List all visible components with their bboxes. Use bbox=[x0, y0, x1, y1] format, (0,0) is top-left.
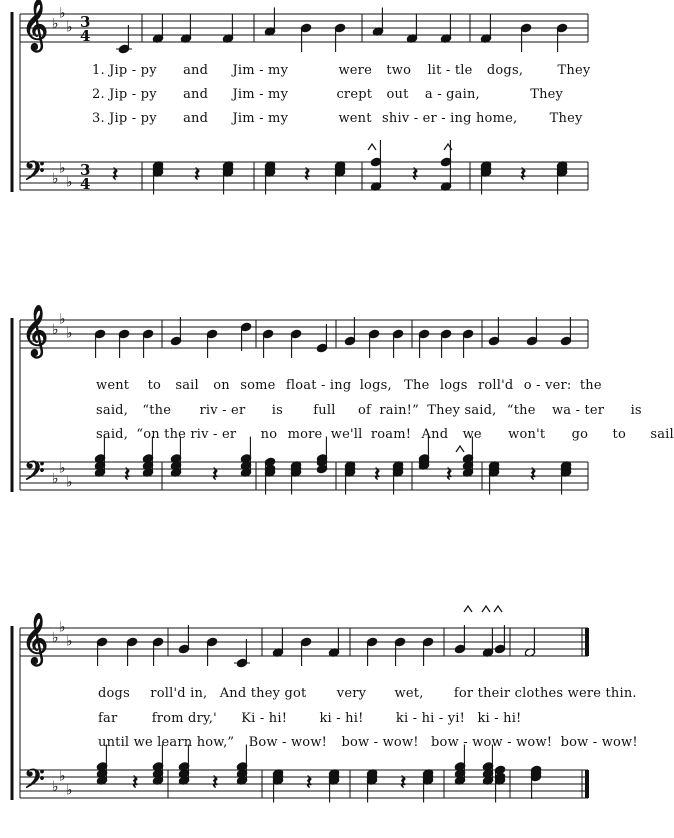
lyric-word: Bow - wow! bbox=[248, 735, 328, 750]
lyric-word: two bbox=[386, 63, 412, 78]
lyric-word: we'll bbox=[330, 427, 363, 442]
lyric-line-1-3 bbox=[92, 111, 583, 126]
flat-sign-icon: ♭ bbox=[59, 460, 66, 477]
lyric-word: of bbox=[357, 403, 371, 418]
lyric-word: roll'd in, bbox=[150, 686, 208, 701]
flat-sign-icon: ♭ bbox=[66, 474, 73, 491]
lyric-word: were bbox=[338, 63, 372, 78]
lyric-word: logs bbox=[439, 378, 468, 393]
lyric-word: “on the riv - er bbox=[136, 427, 237, 442]
lyric-word: ki - hi - yi! bbox=[395, 711, 466, 726]
lyric-word: from dry,' bbox=[151, 711, 217, 726]
lyric-word: the bbox=[579, 378, 602, 393]
flat-sign-icon: ♭ bbox=[66, 19, 73, 36]
treble-clef-icon: 𝄞 bbox=[22, 0, 49, 50]
lyric-word: more bbox=[287, 427, 323, 442]
lyric-line-3-2 bbox=[98, 711, 521, 726]
lyric-word: They bbox=[557, 63, 591, 78]
lyric-word: and bbox=[183, 63, 209, 78]
lyric-word: Jim - my bbox=[232, 87, 289, 102]
flat-sign-icon: ♭ bbox=[52, 471, 59, 487]
quarter-rest-icon: 𝄽 bbox=[212, 770, 219, 794]
lyric-word: 3. Jip - py bbox=[92, 111, 157, 126]
flat-sign-icon: ♭ bbox=[52, 630, 59, 646]
lyric-word: ki - hi! bbox=[477, 711, 522, 726]
lyric-word: shiv - er - ing home, bbox=[382, 111, 518, 126]
lyric-word: dogs bbox=[98, 686, 130, 701]
lyric-word: 2. Jip - py bbox=[92, 87, 157, 102]
quarter-rest-icon: 𝄽 bbox=[304, 162, 311, 186]
lyric-word: bow - wow - wow! bbox=[431, 735, 553, 750]
lyric-word: and bbox=[183, 87, 209, 102]
lyric-word: is bbox=[271, 403, 283, 418]
lyric-word: very bbox=[336, 686, 367, 701]
lyric-word: until we learn how,” bbox=[98, 735, 235, 750]
lyric-word: Jim - my bbox=[232, 111, 289, 126]
flat-sign-icon: ♭ bbox=[52, 171, 59, 187]
lyric-word: wa - ter bbox=[551, 403, 605, 418]
bass-clef-icon: 𝄢 bbox=[24, 763, 45, 801]
accent-mark-icon bbox=[494, 606, 502, 612]
flat-sign-icon: ♭ bbox=[59, 768, 66, 785]
lyric-word: a - gain, bbox=[424, 87, 480, 102]
lyric-word: roll'd bbox=[477, 378, 514, 393]
lyric-word: won't bbox=[508, 427, 546, 442]
lyric-word: is bbox=[630, 403, 642, 418]
lyric-word: some bbox=[240, 378, 276, 393]
lyric-word: 1. Jip - py bbox=[92, 63, 157, 78]
lyric-word: said, bbox=[96, 427, 129, 442]
flat-sign-icon: ♭ bbox=[52, 16, 59, 32]
lyric-word: to bbox=[612, 427, 626, 442]
lyric-word: The bbox=[404, 378, 430, 393]
flat-sign-icon: ♭ bbox=[59, 5, 66, 22]
lyric-word: They bbox=[549, 111, 583, 126]
lyric-word: sail bbox=[175, 378, 199, 393]
lyric-word: rain!” bbox=[379, 403, 419, 418]
lyric-word: went bbox=[96, 378, 130, 393]
lyric-word: dogs, bbox=[486, 63, 524, 78]
lyric-word: go bbox=[571, 427, 589, 442]
lyric-word: full bbox=[313, 403, 336, 418]
time-signature-bottom: 4 bbox=[80, 27, 91, 45]
lyric-word: crept bbox=[336, 87, 373, 102]
lyric-word: lit - tle bbox=[427, 63, 473, 78]
lyric-word: on bbox=[213, 378, 230, 393]
quarter-rest-icon: 𝄽 bbox=[132, 770, 139, 794]
lyric-word: and bbox=[183, 111, 209, 126]
lyric-word: no bbox=[260, 427, 278, 442]
quarter-rest-icon: 𝄽 bbox=[530, 462, 537, 486]
lyric-word: for their clothes were thin. bbox=[453, 686, 637, 701]
lyric-word: And bbox=[421, 427, 449, 442]
quarter-rest-icon: 𝄽 bbox=[194, 162, 201, 186]
lyric-word: far bbox=[98, 711, 118, 726]
time-signature-top: 3 bbox=[80, 13, 91, 31]
flat-sign-icon: ♭ bbox=[59, 160, 66, 177]
lyric-word: float - ing bbox=[285, 378, 352, 393]
lyric-word: we bbox=[462, 427, 482, 442]
lyric-line-2-2 bbox=[96, 403, 642, 418]
flat-sign-icon: ♭ bbox=[66, 325, 73, 342]
flat-sign-icon: ♭ bbox=[52, 779, 59, 795]
lyric-line-1-2 bbox=[92, 87, 563, 102]
flat-sign-icon: ♭ bbox=[66, 782, 73, 799]
accent-mark-icon bbox=[482, 606, 490, 612]
treble-clef-icon: 𝄞 bbox=[22, 613, 49, 664]
bass-clef-icon: 𝄢 bbox=[24, 155, 45, 193]
lyric-word: “the bbox=[142, 403, 172, 418]
accent-mark-icon bbox=[464, 606, 472, 612]
quarter-rest-icon: 𝄽 bbox=[520, 162, 527, 186]
lyric-word: Jim - my bbox=[232, 63, 289, 78]
flat-sign-icon: ♭ bbox=[66, 174, 73, 191]
lyric-line-3-1 bbox=[98, 686, 637, 701]
lyric-line-2-1 bbox=[96, 378, 602, 393]
lyric-line-2-3 bbox=[96, 427, 674, 442]
lyric-word: wet, bbox=[394, 686, 424, 701]
lyric-line-3-3 bbox=[98, 735, 638, 750]
lyric-word: “the bbox=[506, 403, 536, 418]
quarter-rest-icon: 𝄽 bbox=[374, 462, 381, 486]
lyric-word: bow - wow! bbox=[560, 735, 638, 750]
flat-sign-icon: ♭ bbox=[66, 633, 73, 650]
time-signature-top: 3 bbox=[80, 161, 91, 179]
accent-mark-icon bbox=[368, 144, 376, 150]
quarter-rest-icon: 𝄽 bbox=[400, 770, 407, 794]
quarter-rest-icon: 𝄽 bbox=[412, 162, 419, 186]
lyric-word: roam! bbox=[370, 427, 412, 442]
accent-mark-icon bbox=[456, 446, 464, 452]
lyric-word: They bbox=[530, 87, 564, 102]
quarter-rest-icon: 𝄽 bbox=[112, 162, 119, 186]
flat-sign-icon: ♭ bbox=[59, 619, 66, 636]
treble-clef-icon: 𝄞 bbox=[22, 305, 49, 356]
flat-sign-icon: ♭ bbox=[59, 311, 66, 328]
bass-clef-icon: 𝄢 bbox=[24, 455, 45, 493]
lyric-word: o - ver: bbox=[523, 378, 572, 393]
lyric-word: And they got bbox=[219, 686, 307, 701]
lyric-word: to bbox=[147, 378, 162, 393]
time-signature-bottom: 4 bbox=[80, 175, 91, 193]
lyric-word: went bbox=[338, 111, 372, 126]
quarter-rest-icon: 𝄽 bbox=[212, 462, 219, 486]
lyric-word: They said, bbox=[427, 403, 497, 418]
lyric-word: bow - wow! bbox=[341, 735, 419, 750]
lyric-word: out bbox=[386, 87, 409, 102]
flat-sign-icon: ♭ bbox=[52, 322, 59, 338]
lyric-word: riv - er bbox=[199, 403, 246, 418]
quarter-rest-icon: 𝄽 bbox=[306, 770, 313, 794]
quarter-rest-icon: 𝄽 bbox=[124, 462, 131, 486]
lyric-word: ki - hi! bbox=[319, 711, 364, 726]
lyric-line-1-1 bbox=[92, 63, 590, 78]
lyric-word: sail bbox=[650, 427, 674, 442]
lyric-word: said, bbox=[96, 403, 129, 418]
quarter-rest-icon: 𝄽 bbox=[446, 462, 453, 486]
lyric-word: logs, bbox=[359, 378, 392, 393]
lyric-word: Ki - hi! bbox=[241, 711, 288, 726]
